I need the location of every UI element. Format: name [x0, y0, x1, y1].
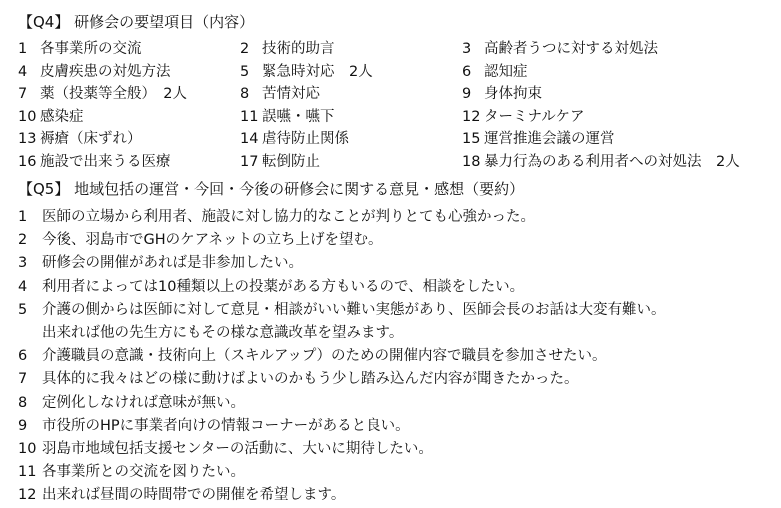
q5-item — [18, 392, 778, 415]
item-text: 技術的助言 — [262, 41, 335, 57]
item-text: 高齢者うつに対する対処法 — [484, 41, 658, 57]
item-text: 感染症 — [40, 108, 84, 125]
item-number: 8 — [240, 86, 250, 103]
item-text: 薬（投薬等全般） 2人 — [40, 86, 187, 103]
item-number: 14 — [240, 131, 259, 148]
item-text: 利用者によっては10種類以上の投薬がある方もいるので、相談をしたい。 — [42, 278, 525, 295]
item-number: 15 — [462, 131, 481, 148]
item-text: 皮膚疾患の対処方法 — [40, 63, 171, 80]
q5-heading: 【Q5】 地域包括の運営・今回・今後の研修会に関する意見・感想（要約） — [18, 180, 525, 198]
q4-heading: 【Q4】 研修会の要望項目（内容） — [18, 13, 255, 31]
item-text: 各事業所との交流を図りたい。 — [42, 464, 245, 481]
q4-item — [240, 128, 462, 151]
item-number: 12 — [18, 487, 37, 504]
item-text: 緊急時対応 2人 — [262, 63, 373, 80]
q5-item — [18, 484, 778, 507]
item-text: 医師の立場から利用者、施設に対し協力的なことが判りとても心強かった。 — [42, 209, 535, 225]
item-number: 4 — [18, 63, 28, 80]
q4-item — [18, 38, 240, 61]
item-number: 8 — [18, 394, 28, 411]
q5-item — [18, 206, 778, 229]
item-number: 5 — [18, 301, 28, 318]
item-number: 5 — [240, 63, 250, 80]
item-text: 誤嚥・嚥下 — [262, 108, 335, 125]
item-text: 暴力行為のある利用者への対処法 2人 — [484, 153, 740, 170]
item-number: 3 — [18, 255, 28, 272]
item-number: 12 — [462, 108, 481, 125]
item-text: 研修会の開催があれば是非参加したい。 — [42, 255, 303, 272]
item-number: 9 — [462, 86, 472, 103]
q4-item — [240, 106, 462, 129]
q5-item — [18, 368, 778, 391]
item-number: 2 — [240, 41, 250, 57]
item-number: 7 — [18, 86, 28, 103]
item-number: 9 — [18, 417, 28, 434]
item-number: 1 — [18, 209, 28, 225]
q5-item — [18, 345, 778, 368]
item-number: 13 — [18, 131, 37, 148]
q4-item — [18, 128, 240, 151]
item-text: 羽島市地域包括支援センターの活動に、大いに期待したい。 — [42, 441, 433, 458]
q4-item-grid — [18, 38, 778, 174]
q4-item — [240, 151, 462, 174]
item-text: 虐待防止関係 — [262, 131, 349, 148]
q5-item — [18, 415, 778, 438]
item-number: 11 — [18, 464, 37, 481]
item-text: 今後、羽島市でGHのケアネットの立ち上げを望む。 — [42, 232, 383, 249]
q4-item — [18, 83, 240, 106]
item-text: 転倒防止 — [262, 153, 320, 170]
item-number — [18, 322, 42, 345]
item-number: 17 — [240, 153, 259, 170]
item-number: 10 — [18, 441, 37, 458]
item-number: 18 — [462, 153, 481, 170]
q5-comment-list — [18, 206, 778, 508]
item-text: 苦情対応 — [262, 86, 320, 103]
item-number: 2 — [18, 232, 28, 249]
q5-item — [18, 252, 778, 275]
item-number: 4 — [18, 278, 28, 295]
item-number: 6 — [462, 63, 472, 80]
q4-item — [462, 61, 778, 84]
item-number: 11 — [240, 108, 259, 125]
q5-item — [18, 461, 778, 484]
item-text: 各事業所の交流 — [40, 41, 142, 57]
q4-item — [18, 61, 240, 84]
item-number: 1 — [18, 41, 28, 57]
q4-item — [240, 38, 462, 61]
item-text: 褥瘡（床ずれ） — [40, 131, 142, 148]
q4-item — [18, 151, 240, 174]
q4-item — [462, 128, 778, 151]
item-number: 3 — [462, 41, 472, 57]
item-text: 施設で出来うる医療 — [40, 153, 171, 170]
item-number: 6 — [18, 348, 28, 365]
item-number: 16 — [18, 153, 37, 170]
item-text: 市役所のHPに事業者向けの情報コーナーがあると良い。 — [42, 417, 410, 434]
q5-item — [18, 229, 778, 252]
q4-item — [462, 38, 778, 61]
q4-item — [462, 106, 778, 129]
q5-item-continuation — [18, 322, 778, 345]
item-text: 定例化しなければ意味が無い。 — [42, 394, 245, 411]
q5-item — [18, 276, 778, 299]
q4-item — [240, 61, 462, 84]
q5-item — [18, 299, 778, 322]
item-text: 認知症 — [484, 63, 528, 80]
item-text: ターミナルケア — [484, 108, 585, 125]
item-text: 具体的に我々はどの様に動けばよいのかもう少し踏み込んだ内容が聞きたかった。 — [42, 371, 579, 388]
item-text: 出来れば昼間の時間帯での開催を希望します。 — [42, 487, 346, 504]
item-text: 身体拘束 — [484, 86, 542, 103]
q4-item — [18, 106, 240, 129]
q4-item — [462, 83, 778, 106]
item-text: 運営推進会議の運営 — [484, 131, 615, 148]
q5-item — [18, 438, 778, 461]
item-number: 7 — [18, 371, 28, 388]
item-text: 介護の側からは医師に対して意見・相談がいい難い実態があり、医師会長のお話は大変有難い。 — [42, 301, 666, 318]
q4-item — [240, 83, 462, 106]
item-number: 10 — [18, 108, 37, 125]
q4-item — [462, 151, 778, 174]
item-text: 出来れば他の先生方にもその様な意識改革を望みます。 — [42, 325, 404, 342]
item-text: 介護職員の意識・技術向上（スキルアップ）のための開催内容で職員を参加させたい。 — [42, 348, 607, 365]
